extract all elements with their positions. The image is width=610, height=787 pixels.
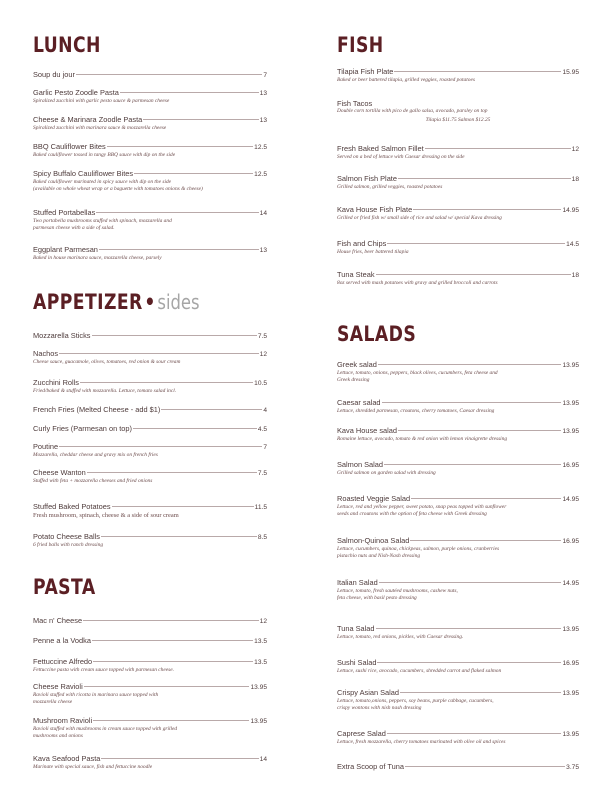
item-price: 11.5	[254, 504, 267, 511]
menu-item	[33, 502, 267, 520]
item-price: 16.95	[562, 660, 579, 667]
menu-item	[33, 716, 267, 740]
menu-item-row	[337, 174, 579, 184]
item-price: 13.95	[562, 362, 579, 369]
item-price: 13.95	[562, 626, 579, 633]
dot-leader	[410, 540, 561, 541]
menu-item	[337, 99, 579, 123]
item-name: Soup du jour	[33, 70, 75, 79]
dot-leader	[384, 464, 561, 465]
title-separator-dot: •	[144, 290, 156, 314]
item-description: Grilled salmon on garden salad with dressing	[337, 470, 436, 476]
dot-leader	[376, 274, 571, 275]
item-description: Ravioli stuffed with mushrooms in cream sauce topped with grilled mushrooms and onions	[33, 726, 178, 739]
item-name: BBQ Cauliflower Bites	[33, 142, 106, 151]
menu-item	[33, 532, 267, 549]
menu-item	[33, 442, 267, 459]
item-description: Lettuce, cucumbers, quinoa, chickpeas, salmon, purple onions, cranberries pistachio nuts and Nish-Nash dressing	[337, 546, 500, 559]
item-name: Cheese & Marinara Zoodle Pasta	[33, 115, 143, 124]
dot-leader	[84, 686, 250, 687]
dot-leader	[134, 173, 253, 174]
item-price: 16.95	[562, 538, 579, 545]
dot-leader	[92, 640, 253, 641]
menu-item-row	[33, 169, 267, 179]
menu-item	[337, 239, 579, 256]
menu-item-row	[33, 142, 267, 152]
item-description: Baked cauliflower marinated in spicy sauce with dip on the side (available on whole wheat wrap or a baguette with tomatoes onions & cheese)	[33, 179, 203, 192]
menu-item-row	[337, 762, 579, 772]
item-description: Baked in house marinara sauce, mozzarella cheese, parsely	[33, 255, 162, 261]
item-price: 3.75	[566, 764, 579, 771]
item-name: Tilapia Fish Plate	[337, 67, 394, 76]
item-price: 4	[263, 407, 267, 414]
item-price: 7	[263, 444, 267, 451]
item-name: Mushroom Ravioli	[33, 716, 93, 725]
menu-item	[337, 460, 579, 477]
dot-leader	[425, 148, 571, 149]
dot-leader	[93, 661, 253, 662]
menu-item	[33, 378, 267, 395]
menu-item	[33, 70, 267, 80]
dot-leader	[398, 430, 562, 431]
menu-item-row	[33, 331, 267, 341]
item-price: 13	[259, 117, 267, 124]
item-description: Lettuce, red and yellow pepper, sweet potato, snap peas topped with sunflower seeds and croutons with the option of feta cheese with Greek dressing	[337, 504, 507, 517]
item-name: Fettuccine Alfredo	[33, 657, 93, 666]
menu-item	[337, 688, 579, 712]
item-description: Spiralized zucchini with marinara sauce & mozzarella cheese	[33, 125, 167, 131]
dot-leader	[80, 382, 253, 383]
item-name: Kava House Fish Plate	[337, 205, 413, 214]
item-price: 13.95	[562, 690, 579, 697]
menu-item-row	[337, 239, 579, 249]
item-price: 18	[571, 176, 579, 183]
item-description: Stuffed with feta + mozzarella cheeses and fried onions	[33, 478, 153, 484]
menu-item	[33, 142, 267, 159]
menu-item	[337, 205, 579, 222]
item-price: 13	[259, 90, 267, 97]
item-price: 7.5	[257, 470, 267, 477]
item-name: Kava Seafood Pasta	[33, 754, 101, 763]
item-price: 13.5	[254, 638, 267, 645]
item-name: Caprese Salad	[337, 729, 386, 738]
menu-item-row	[33, 532, 267, 542]
item-description: 8oz served with mash potatoes with gravy and grilled broccoli and carrots	[337, 280, 498, 286]
item-name: Poutine	[33, 442, 59, 451]
dot-leader	[379, 582, 562, 583]
item-description: Served on a bed of lettuce with Caesar dressing on the side	[337, 154, 465, 160]
menu-item-row	[33, 349, 267, 359]
menu-item	[337, 494, 579, 518]
dot-leader	[398, 178, 571, 179]
item-description: Fresh mushroom, spinach, cheese & a side of sour cream	[33, 512, 179, 519]
item-description: Fried/baked & stuffed with mozzarella. Lettuce, tomato salad incl.	[33, 388, 177, 394]
item-description: Lettuce, tomato,onions, peppers, soy beans, purple cabbage, cucumbers, crispy wontons with nish nash dressing	[337, 698, 494, 711]
section-title-lunch: LUNCH	[33, 33, 101, 57]
item-description: Fettuccine pasta with cream sauce topped with parmesan cheese.	[33, 667, 174, 673]
item-description: Lettuce, tomato, onions, peppers, black olives, cucumbers, feta cheese and Greek dressing	[337, 370, 498, 383]
dot-leader	[400, 692, 561, 693]
menu-item-row	[337, 578, 579, 588]
menu-item-row	[33, 115, 267, 125]
item-name: Zucchini Rolls	[33, 378, 80, 387]
dot-leader	[120, 92, 259, 93]
section-title-fish: FISH	[337, 33, 384, 57]
menu-item-row	[33, 70, 267, 80]
menu-item	[337, 144, 579, 161]
item-description: Spiralized zucchini with garlic pesto sauce & parmesan cheese	[33, 98, 170, 104]
menu-item-row	[33, 378, 267, 388]
item-price: 14	[259, 210, 267, 217]
item-name: Stuffed Baked Potatoes	[33, 502, 111, 511]
item-price: 13.5	[254, 659, 267, 666]
item-name: Italian Salad	[337, 578, 378, 587]
dot-leader	[101, 758, 258, 759]
menu-item-row	[337, 494, 579, 504]
item-description: Two portabella mushrooms stuffed with spinach, mozzarella and parmesan cheese with a side of salad.	[33, 218, 172, 231]
dot-leader	[112, 506, 254, 507]
item-name: Eggplant Parmesan	[33, 245, 98, 254]
menu-item	[33, 88, 267, 105]
menu-item	[33, 754, 267, 771]
menu-item	[337, 398, 579, 415]
item-name: Nachos	[33, 349, 59, 358]
menu-item-row	[337, 398, 579, 408]
item-price: 13.95	[562, 731, 579, 738]
dot-leader	[107, 146, 253, 147]
item-name: Roasted Veggie Salad	[337, 494, 411, 503]
item-description: Baked cauliflower tossed in tangy BBQ sauce with dip on the side	[33, 152, 176, 158]
dot-leader	[376, 628, 562, 629]
menu-item-row	[337, 624, 579, 634]
item-description: Lettuce, fresh mozzarella, cherry tomatoes marinated with olive oil and spices	[337, 739, 506, 745]
item-description: Lettuce, shredded parmesan, croutons, cherry tomatoes, Caesar dressing	[337, 408, 495, 414]
item-price: 7	[263, 72, 267, 79]
menu-item	[33, 636, 267, 646]
item-name: Salmon-Quinoa Salad	[337, 536, 410, 545]
item-name: Spicy Buffalo Cauliflower Bites	[33, 169, 134, 178]
item-name: Mozzarella Sticks	[33, 331, 91, 340]
item-extra-prices: Tilapia $11.75 Salmon $12.25	[425, 116, 491, 123]
item-price: 13	[259, 247, 267, 254]
dot-leader	[411, 498, 561, 499]
item-name: Potato Cheese Balls	[33, 532, 100, 541]
item-name: Fish Tacos	[337, 99, 373, 108]
menu-item	[337, 67, 579, 84]
item-description: Mozzarella, cheddar cheese and gravy mix on french fries	[33, 452, 158, 458]
dot-leader	[93, 720, 249, 721]
dot-leader	[92, 335, 257, 336]
appetizer-title-text: APPETIZER	[33, 290, 143, 314]
menu-item-row	[337, 99, 579, 108]
item-price: 12	[259, 351, 267, 358]
item-description: Lettuce, tomato, red onions, pickles, with Caesar dressing.	[337, 634, 464, 640]
dot-leader	[133, 428, 257, 429]
item-description: Ravioli stuffed with ricotta in marinara sauce topped with mozzarella cheese	[33, 692, 159, 705]
dot-leader	[387, 243, 565, 244]
menu-item	[337, 729, 579, 746]
item-description: House fries, beer battered tilapia	[337, 249, 409, 255]
dot-leader	[59, 446, 262, 447]
item-description: Grilled or fried fish w/ small side of rice and salad w/ special Kava dressing	[337, 215, 502, 221]
menu-item-row	[33, 616, 267, 626]
menu-item	[33, 169, 267, 193]
item-description: Lettuce, tomato, fresh sautéed mushrooms, cashew nuts, feta cheese, with basil pesto dressing	[337, 588, 458, 601]
menu-item-row	[337, 360, 579, 370]
menu-item	[337, 762, 579, 772]
item-price: 12.5	[254, 144, 267, 151]
item-price: 8.5	[257, 534, 267, 541]
section-title-appetizer	[33, 290, 200, 314]
item-price: 14	[259, 756, 267, 763]
menu-item-row	[337, 426, 579, 436]
menu-item-row	[33, 657, 267, 667]
menu-item-row	[337, 67, 579, 77]
item-name: Caesar salad	[337, 398, 381, 407]
item-name: Stuffed Portabellas	[33, 208, 96, 217]
dot-leader	[405, 766, 565, 767]
menu-item	[337, 536, 579, 560]
menu-item-row	[33, 88, 267, 98]
menu-item-row	[337, 144, 579, 154]
menu-item	[33, 468, 267, 485]
item-price: 13.95	[562, 400, 579, 407]
item-name: Fresh Baked Salmon Fillet	[337, 144, 424, 153]
menu-item-row	[33, 716, 267, 726]
item-price: 14.95	[562, 207, 579, 214]
item-description: Marinate with special sauce, fish and fettuccine noodle	[33, 764, 153, 770]
item-name: Crispy Asian Salad	[337, 688, 400, 697]
item-name: Tuna Steak	[337, 270, 375, 279]
item-name: Cheese Wanton	[33, 468, 86, 477]
menu-item	[33, 424, 267, 434]
dot-leader	[101, 536, 257, 537]
menu-item	[33, 616, 267, 626]
menu-item	[337, 426, 579, 443]
menu-item-row	[33, 442, 267, 452]
item-description: Lettuce, sushi rice, avocado, cucumbers, shredded carrot and flaked salmon	[337, 668, 502, 674]
item-price: 14.5	[566, 241, 579, 248]
item-price: 14.95	[562, 496, 579, 503]
item-name: Garlic Pesto Zoodle Pasta	[33, 88, 119, 97]
dot-leader	[394, 71, 561, 72]
item-price: 7.5	[257, 333, 267, 340]
item-description: Baked or beer battered tilapia, grilled veggies, roasted potatoes	[337, 77, 475, 83]
menu-item-row	[337, 688, 579, 698]
menu-item-row	[33, 208, 267, 218]
dot-leader	[87, 472, 257, 473]
section-title-salads: SALADS	[337, 322, 417, 346]
menu-item	[33, 682, 267, 706]
item-description: Cheese sauce, guacamole, olives, tomatoes, red onion & sour cream	[33, 359, 181, 365]
item-description: 6 fried balls with ranch dressing	[33, 542, 104, 548]
item-price: 12	[571, 146, 579, 153]
menu-item	[33, 349, 267, 366]
item-description: Double corn tortilla with pico de gallo salsa, avocado, parsley on top	[337, 108, 488, 114]
item-name: Sushi Salad	[337, 658, 377, 667]
section-title-pasta: PASTA	[33, 575, 96, 599]
item-price: 14.95	[562, 580, 579, 587]
menu-item	[33, 115, 267, 132]
menu-item	[337, 174, 579, 191]
item-name: Penne a la Vodka	[33, 636, 91, 645]
item-price: 10.5	[254, 380, 267, 387]
menu-item	[33, 208, 267, 232]
dot-leader	[382, 402, 562, 403]
item-name: Salmon Fish Plate	[337, 174, 397, 183]
item-name: Cheese Ravioli	[33, 682, 83, 691]
menu-item-row	[33, 405, 267, 415]
dot-leader	[76, 74, 262, 75]
item-price: 13.95	[250, 684, 267, 691]
item-name: Tuna Salad	[337, 624, 375, 633]
item-price: 4.5	[257, 426, 267, 433]
menu-item-row	[33, 468, 267, 478]
item-name: Kava House salad	[337, 426, 397, 435]
item-price: 12	[259, 618, 267, 625]
item-price: 16.95	[562, 462, 579, 469]
menu-item	[337, 578, 579, 602]
dot-leader	[99, 249, 259, 250]
dot-leader	[378, 364, 562, 365]
menu-item	[337, 624, 579, 641]
item-name: Fish and Chips	[337, 239, 387, 248]
dot-leader	[143, 119, 258, 120]
menu-item-row	[337, 658, 579, 668]
menu-item	[33, 657, 267, 674]
menu-item-row	[337, 536, 579, 546]
dot-leader	[83, 620, 259, 621]
menu-item-row	[337, 460, 579, 470]
item-description: Grilled salmon, grilled veggies, roasted potatoes	[337, 184, 443, 190]
item-name: Salmon Salad	[337, 460, 384, 469]
item-price: 13.95	[562, 428, 579, 435]
item-name: Greek salad	[337, 360, 377, 369]
dot-leader	[413, 209, 561, 210]
item-price: 18	[571, 272, 579, 279]
menu-item-row	[33, 424, 267, 434]
item-price: 13.95	[250, 718, 267, 725]
menu-item-row	[337, 729, 579, 739]
item-price: 15.95	[562, 69, 579, 76]
dot-leader	[377, 662, 561, 663]
menu-item-row	[337, 270, 579, 280]
item-name: Extra Scoop of Tuna	[337, 762, 404, 771]
item-name: French Fries (Melted Cheese - add $1)	[33, 405, 161, 414]
dot-leader	[59, 353, 259, 354]
item-price: 12.5	[254, 171, 267, 178]
menu-item	[337, 270, 579, 287]
menu-item	[337, 360, 579, 384]
dot-leader	[387, 733, 562, 734]
dot-leader	[161, 409, 262, 410]
menu-item-row	[33, 245, 267, 255]
menu-item-row	[33, 636, 267, 646]
appetizer-subtitle: sides	[157, 290, 200, 314]
menu-item	[33, 245, 267, 262]
item-description: Romaine lettuce, avocado, tomato & red onion with lemon vinaigrette dressing	[337, 436, 508, 442]
item-name: Curly Fries (Parmesan on top)	[33, 424, 132, 433]
menu-item-row	[337, 205, 579, 215]
menu-item-row	[33, 754, 267, 764]
menu-item	[33, 331, 267, 341]
menu-item-row	[33, 502, 267, 512]
menu-item-row	[33, 682, 267, 692]
menu-item	[337, 658, 579, 675]
item-name: Mac n' Cheese	[33, 616, 83, 625]
dot-leader	[96, 212, 258, 213]
menu-item	[33, 405, 267, 415]
